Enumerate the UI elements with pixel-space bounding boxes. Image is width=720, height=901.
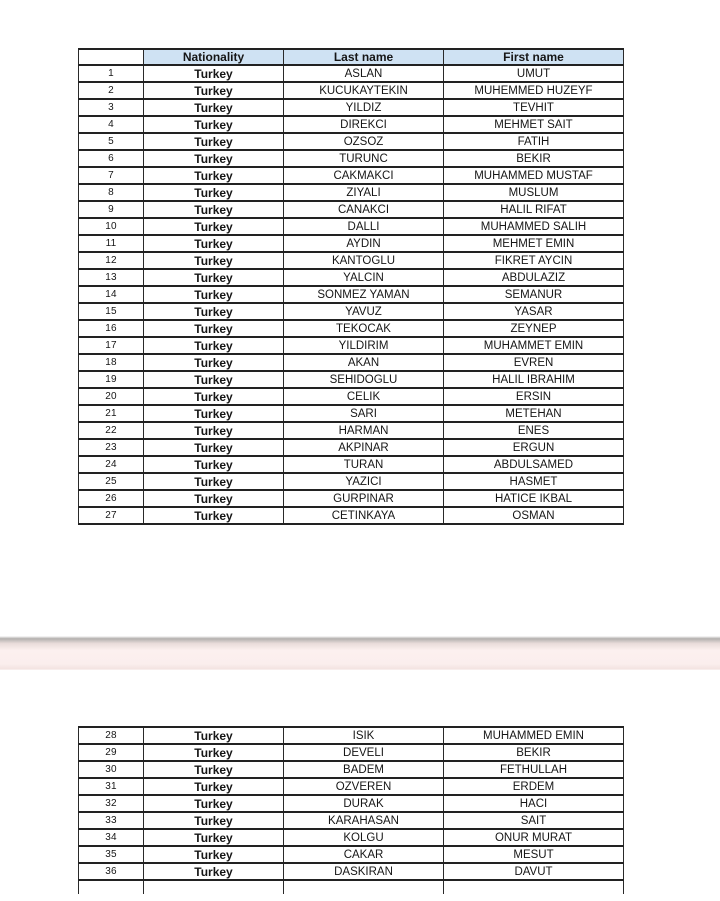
first-name-cell: HACI bbox=[444, 795, 624, 812]
table-row bbox=[79, 99, 624, 116]
last-name-cell: KOLGU bbox=[284, 829, 444, 846]
page-break-band bbox=[0, 636, 720, 670]
nationality-cell: Turkey bbox=[144, 269, 284, 286]
row-number-cell: 24 bbox=[79, 456, 144, 473]
table-row bbox=[79, 863, 624, 880]
last-name-cell: SARI bbox=[284, 405, 444, 422]
row-number-cell: 31 bbox=[79, 778, 144, 795]
row-number-cell: 34 bbox=[79, 829, 144, 846]
nationality-cell: Turkey bbox=[144, 490, 284, 507]
last-name-cell: CANAKCI bbox=[284, 201, 444, 218]
first-name-cell: ERDEM bbox=[444, 778, 624, 795]
first-name-cell: MESUT bbox=[444, 846, 624, 863]
row-number-cell: 17 bbox=[79, 337, 144, 354]
nationality-cell: Turkey bbox=[144, 201, 284, 218]
table-row bbox=[79, 846, 624, 863]
nationality-cell: Turkey bbox=[144, 99, 284, 116]
first-name-cell: EVREN bbox=[444, 354, 624, 371]
table-row bbox=[79, 439, 624, 456]
nationality-cell: Turkey bbox=[144, 422, 284, 439]
first-name-cell: ENES bbox=[444, 422, 624, 439]
table-row bbox=[79, 286, 624, 303]
header-cell-nationality: Nationality bbox=[144, 49, 284, 65]
first-name-cell: HATICE IKBAL bbox=[444, 490, 624, 507]
nationality-cell: Turkey bbox=[144, 252, 284, 269]
table-row bbox=[79, 218, 624, 235]
last-name-cell: KUCUKAYTEKIN bbox=[284, 82, 444, 99]
last-name-cell: DIREKCI bbox=[284, 116, 444, 133]
table-row bbox=[79, 133, 624, 150]
table-header-row bbox=[79, 49, 624, 65]
row-number-cell: 15 bbox=[79, 303, 144, 320]
nationality-cell: Turkey bbox=[144, 829, 284, 846]
nationality-cell: Turkey bbox=[144, 150, 284, 167]
row-number-cell: 14 bbox=[79, 286, 144, 303]
last-name-cell: DALLI bbox=[284, 218, 444, 235]
table-row bbox=[79, 116, 624, 133]
last-name-cell: CAKAR bbox=[284, 846, 444, 863]
row-number-cell: 29 bbox=[79, 744, 144, 761]
row-number-cell: 25 bbox=[79, 473, 144, 490]
row-number-cell: 21 bbox=[79, 405, 144, 422]
last-name-cell: TURAN bbox=[284, 456, 444, 473]
first-name-cell: ZEYNEP bbox=[444, 320, 624, 337]
first-name-cell: MEHMET EMIN bbox=[444, 235, 624, 252]
last-name-cell: SONMEZ YAMAN bbox=[284, 286, 444, 303]
row-number-cell: 26 bbox=[79, 490, 144, 507]
row-number-cell: 28 bbox=[79, 727, 144, 744]
table-row bbox=[79, 490, 624, 507]
roster-table-page1 bbox=[78, 48, 624, 525]
row-number-cell: 32 bbox=[79, 795, 144, 812]
row-number-cell: 36 bbox=[79, 863, 144, 880]
row-number-cell: 6 bbox=[79, 150, 144, 167]
nationality-cell: Turkey bbox=[144, 863, 284, 880]
first-name-cell: BEKIR bbox=[444, 744, 624, 761]
last-name-cell: AYDIN bbox=[284, 235, 444, 252]
row-number-cell: 30 bbox=[79, 761, 144, 778]
row-number-cell: 4 bbox=[79, 116, 144, 133]
empty-cell bbox=[144, 880, 284, 894]
nationality-cell: Turkey bbox=[144, 812, 284, 829]
table-row bbox=[79, 422, 624, 439]
first-name-cell: HASMET bbox=[444, 473, 624, 490]
last-name-cell: DASKIRAN bbox=[284, 863, 444, 880]
first-name-cell: UMUT bbox=[444, 65, 624, 82]
first-name-cell: METEHAN bbox=[444, 405, 624, 422]
last-name-cell: DEVELI bbox=[284, 744, 444, 761]
nationality-cell: Turkey bbox=[144, 235, 284, 252]
row-number-cell: 9 bbox=[79, 201, 144, 218]
first-name-cell: HALIL RIFAT bbox=[444, 201, 624, 218]
first-name-cell: SAIT bbox=[444, 812, 624, 829]
last-name-cell: ISIK bbox=[284, 727, 444, 744]
first-name-cell: FATIH bbox=[444, 133, 624, 150]
row-number-cell: 11 bbox=[79, 235, 144, 252]
first-name-cell: ABDULAZIZ bbox=[444, 269, 624, 286]
first-name-cell: DAVUT bbox=[444, 863, 624, 880]
nationality-cell: Turkey bbox=[144, 795, 284, 812]
table-row-partial bbox=[79, 880, 624, 894]
empty-cell bbox=[284, 880, 444, 894]
nationality-cell: Turkey bbox=[144, 761, 284, 778]
table-row bbox=[79, 388, 624, 405]
nationality-cell: Turkey bbox=[144, 473, 284, 490]
first-name-cell: MEHMET SAIT bbox=[444, 116, 624, 133]
nationality-cell: Turkey bbox=[144, 744, 284, 761]
last-name-cell: TEKOCAK bbox=[284, 320, 444, 337]
first-name-cell: MUSLUM bbox=[444, 184, 624, 201]
last-name-cell: YAZICI bbox=[284, 473, 444, 490]
last-name-cell: YILDIZ bbox=[284, 99, 444, 116]
row-number-cell: 10 bbox=[79, 218, 144, 235]
nationality-cell: Turkey bbox=[144, 320, 284, 337]
nationality-cell: Turkey bbox=[144, 778, 284, 795]
last-name-cell: TURUNC bbox=[284, 150, 444, 167]
table-row bbox=[79, 795, 624, 812]
table-body-page1 bbox=[79, 65, 624, 524]
last-name-cell: YALCIN bbox=[284, 269, 444, 286]
nationality-cell: Turkey bbox=[144, 167, 284, 184]
table-row bbox=[79, 320, 624, 337]
nationality-cell: Turkey bbox=[144, 303, 284, 320]
table-row bbox=[79, 473, 624, 490]
table-row bbox=[79, 778, 624, 795]
first-name-cell: MUHAMMED SALIH bbox=[444, 218, 624, 235]
row-number-cell: 27 bbox=[79, 507, 144, 524]
table-row bbox=[79, 82, 624, 99]
header-cell-first-name: First name bbox=[444, 49, 624, 65]
nationality-cell: Turkey bbox=[144, 133, 284, 150]
nationality-cell: Turkey bbox=[144, 388, 284, 405]
row-number-cell: 8 bbox=[79, 184, 144, 201]
nationality-cell: Turkey bbox=[144, 286, 284, 303]
last-name-cell: SEHIDOGLU bbox=[284, 371, 444, 388]
first-name-cell: TEVHIT bbox=[444, 99, 624, 116]
first-name-cell: FIKRET AYCIN bbox=[444, 252, 624, 269]
row-number-cell: 3 bbox=[79, 99, 144, 116]
table-row bbox=[79, 252, 624, 269]
nationality-cell: Turkey bbox=[144, 116, 284, 133]
row-number-cell: 16 bbox=[79, 320, 144, 337]
table-row bbox=[79, 150, 624, 167]
table-row bbox=[79, 727, 624, 744]
nationality-cell: Turkey bbox=[144, 371, 284, 388]
first-name-cell: MUHAMMET EMIN bbox=[444, 337, 624, 354]
table-row bbox=[79, 405, 624, 422]
last-name-cell: CELIK bbox=[284, 388, 444, 405]
nationality-cell: Turkey bbox=[144, 218, 284, 235]
row-number-cell: 19 bbox=[79, 371, 144, 388]
header-cell-last-name: Last name bbox=[284, 49, 444, 65]
last-name-cell: KANTOGLU bbox=[284, 252, 444, 269]
last-name-cell: YILDIRIM bbox=[284, 337, 444, 354]
table-row bbox=[79, 744, 624, 761]
nationality-cell: Turkey bbox=[144, 65, 284, 82]
first-name-cell: ERGUN bbox=[444, 439, 624, 456]
last-name-cell: OZVEREN bbox=[284, 778, 444, 795]
table-row bbox=[79, 507, 624, 524]
nationality-cell: Turkey bbox=[144, 337, 284, 354]
last-name-cell: CAKMAKCI bbox=[284, 167, 444, 184]
nationality-cell: Turkey bbox=[144, 82, 284, 99]
first-name-cell: HALIL IBRAHIM bbox=[444, 371, 624, 388]
table-row bbox=[79, 761, 624, 778]
empty-cell bbox=[79, 880, 144, 894]
row-number-cell: 13 bbox=[79, 269, 144, 286]
first-name-cell: ABDULSAMED bbox=[444, 456, 624, 473]
row-number-cell: 33 bbox=[79, 812, 144, 829]
first-name-cell: ERSIN bbox=[444, 388, 624, 405]
row-number-cell: 2 bbox=[79, 82, 144, 99]
first-name-cell: BEKIR bbox=[444, 150, 624, 167]
first-name-cell: MUHEMMED HUZEYF bbox=[444, 82, 624, 99]
first-name-cell: MUHAMMED MUSTAF bbox=[444, 167, 624, 184]
last-name-cell: YAVUZ bbox=[284, 303, 444, 320]
table-row bbox=[79, 829, 624, 846]
row-number-cell: 5 bbox=[79, 133, 144, 150]
table-row bbox=[79, 269, 624, 286]
first-name-cell: SEMANUR bbox=[444, 286, 624, 303]
last-name-cell: GURPINAR bbox=[284, 490, 444, 507]
last-name-cell: ZIYALI bbox=[284, 184, 444, 201]
nationality-cell: Turkey bbox=[144, 727, 284, 744]
nationality-cell: Turkey bbox=[144, 439, 284, 456]
first-name-cell: YASAR bbox=[444, 303, 624, 320]
table-row bbox=[79, 65, 624, 82]
last-name-cell: ASLAN bbox=[284, 65, 444, 82]
row-number-cell: 12 bbox=[79, 252, 144, 269]
roster-table-page2 bbox=[78, 726, 624, 894]
first-name-cell: MUHAMMED EMIN bbox=[444, 727, 624, 744]
last-name-cell: KARAHASAN bbox=[284, 812, 444, 829]
nationality-cell: Turkey bbox=[144, 846, 284, 863]
table-row bbox=[79, 456, 624, 473]
header-cell-empty bbox=[79, 49, 144, 65]
nationality-cell: Turkey bbox=[144, 405, 284, 422]
table-row bbox=[79, 235, 624, 252]
last-name-cell: HARMAN bbox=[284, 422, 444, 439]
row-number-cell: 20 bbox=[79, 388, 144, 405]
first-name-cell: FETHULLAH bbox=[444, 761, 624, 778]
last-name-cell: AKAN bbox=[284, 354, 444, 371]
last-name-cell: OZSOZ bbox=[284, 133, 444, 150]
row-number-cell: 1 bbox=[79, 65, 144, 82]
table-body-page2 bbox=[79, 727, 624, 894]
first-name-cell: ONUR MURAT bbox=[444, 829, 624, 846]
nationality-cell: Turkey bbox=[144, 184, 284, 201]
nationality-cell: Turkey bbox=[144, 507, 284, 524]
table-row bbox=[79, 337, 624, 354]
last-name-cell: DURAK bbox=[284, 795, 444, 812]
table-row bbox=[79, 167, 624, 184]
table-row bbox=[79, 812, 624, 829]
last-name-cell: AKPINAR bbox=[284, 439, 444, 456]
table-row bbox=[79, 303, 624, 320]
last-name-cell: CETINKAYA bbox=[284, 507, 444, 524]
row-number-cell: 18 bbox=[79, 354, 144, 371]
first-name-cell: OSMAN bbox=[444, 507, 624, 524]
table-row bbox=[79, 371, 624, 388]
row-number-cell: 35 bbox=[79, 846, 144, 863]
row-number-cell: 23 bbox=[79, 439, 144, 456]
nationality-cell: Turkey bbox=[144, 456, 284, 473]
empty-cell bbox=[444, 880, 624, 894]
nationality-cell: Turkey bbox=[144, 354, 284, 371]
table-row bbox=[79, 184, 624, 201]
table-row bbox=[79, 201, 624, 218]
row-number-cell: 7 bbox=[79, 167, 144, 184]
row-number-cell: 22 bbox=[79, 422, 144, 439]
table-row bbox=[79, 354, 624, 371]
last-name-cell: BADEM bbox=[284, 761, 444, 778]
